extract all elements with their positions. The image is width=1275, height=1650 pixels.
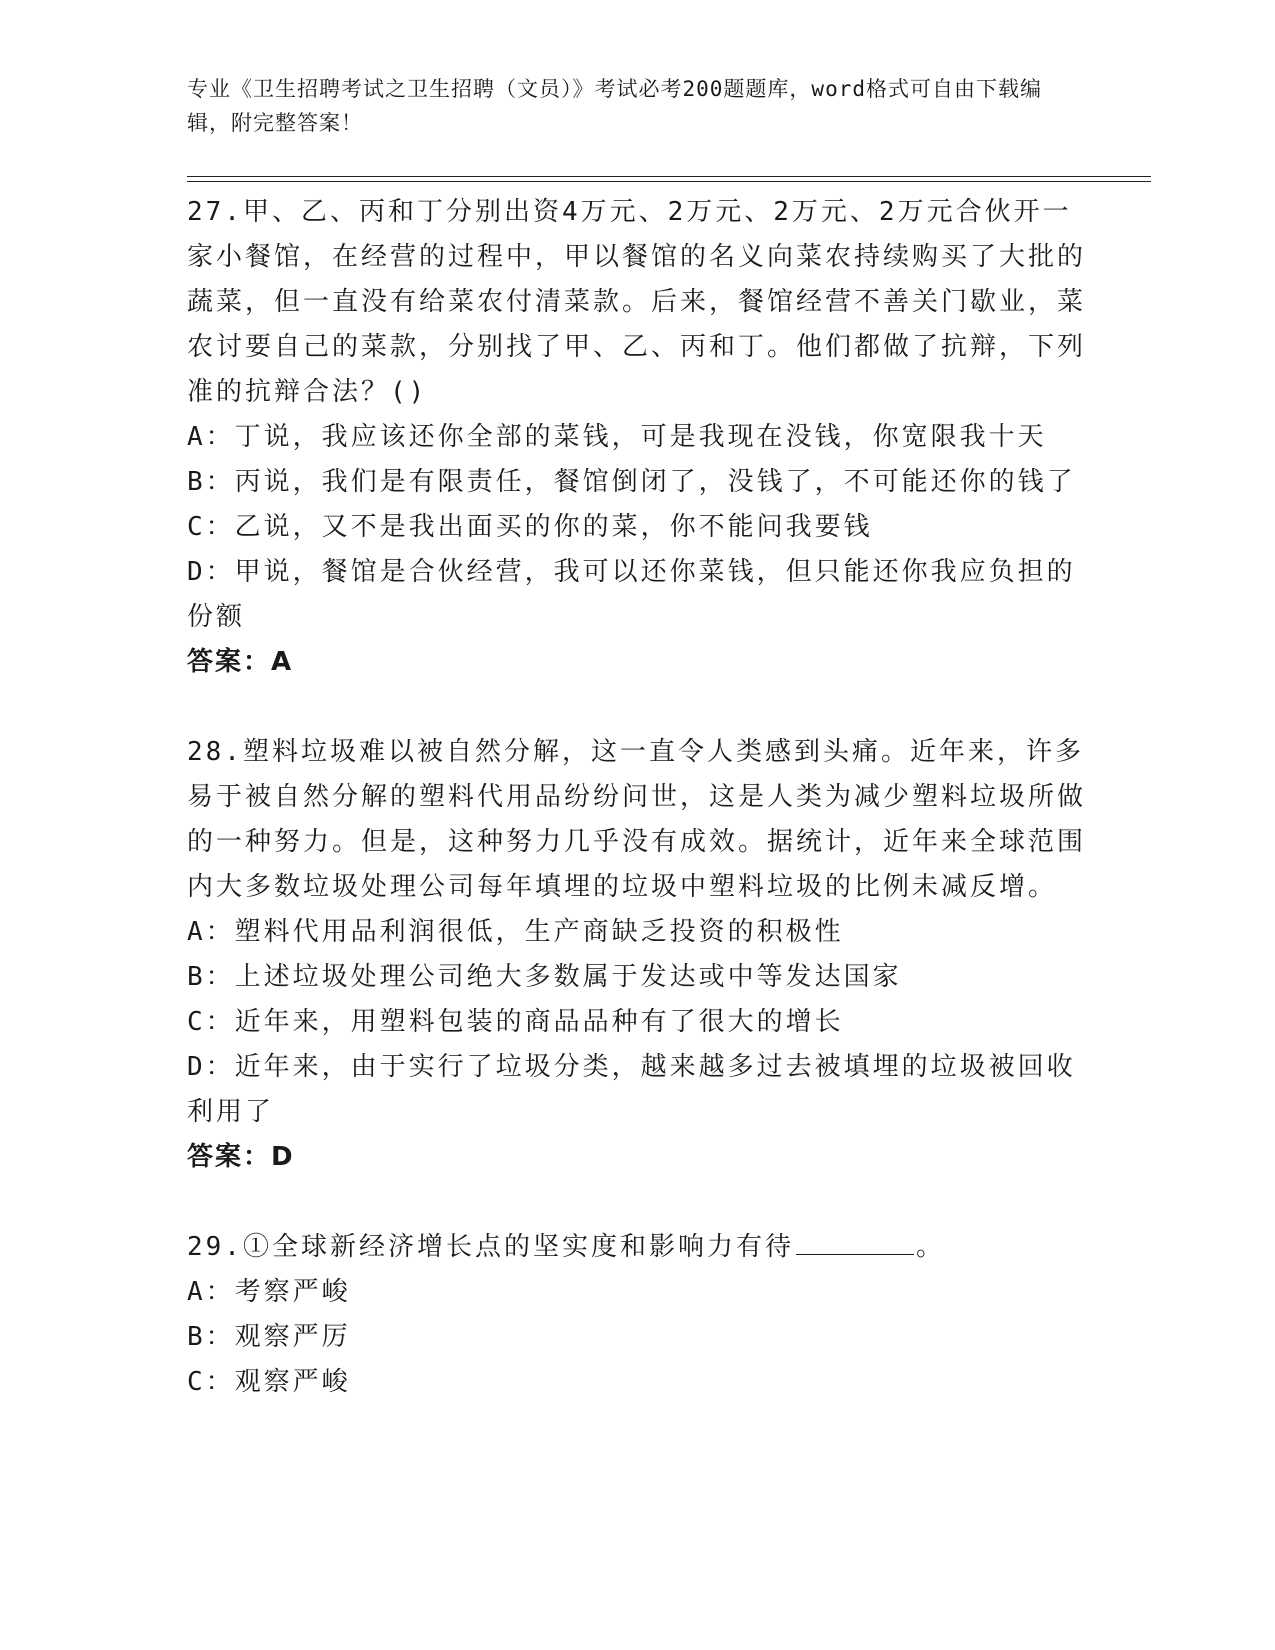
option-d: D：近年来，由于实行了垃圾分类，越来越多过去被填埋的垃圾被回收利用了	[187, 1052, 1076, 1127]
fill-in-blank	[796, 1230, 914, 1255]
option-d: D：甲说，餐馆是合伙经营，我可以还你菜钱，但只能还你我应负担的份额	[187, 557, 1076, 632]
option-c: C：近年来，用塑料包装的商品品种有了很大的增长	[187, 1007, 844, 1037]
option-b: B：观察严厉	[187, 1322, 351, 1352]
answer: 答案：D	[187, 1142, 295, 1172]
option-a: A：丁说，我应该还你全部的菜钱，可是我现在没钱，你宽限我十天	[187, 422, 1047, 452]
option-a: A：塑料代用品利润很低，生产商缺乏投资的积极性	[187, 917, 844, 947]
question-stem-end: 。	[915, 1232, 945, 1262]
question-stem-text: 29.①全球新经济增长点的坚实度和影响力有待	[187, 1232, 794, 1262]
question-stem	[187, 1225, 1087, 1270]
answer: 答案：A	[187, 647, 294, 677]
option-b: B：上述垃圾处理公司绝大多数属于发达或中等发达国家	[187, 962, 902, 992]
question-spacer	[187, 1180, 1087, 1225]
question-29	[187, 1225, 1087, 1405]
document-header: 专业《卫生招聘考试之卫生招聘（文员）》考试必考200题题库，word格式可自由下载编辑，附完整答案！	[187, 77, 1042, 135]
question-27	[187, 190, 1087, 685]
header-rule-bottom	[187, 181, 1151, 182]
header-rule-top	[187, 176, 1151, 177]
question-stem: 27.甲、乙、丙和丁分别出资4万元、2万元、2万元、2万元合伙开一家小餐馆，在经营的过程中，甲以餐馆的名义向菜农持续购买了大批的蔬菜，但一直没有给菜农付清菜款。后来，餐馆经营不善关门歇业，菜农讨要自己的菜款，分别找了甲、乙、丙和丁。他们都做了抗辩，下列准的抗辩合法？()	[187, 197, 1087, 407]
question-spacer	[187, 685, 1087, 730]
option-b: B：丙说，我们是有限责任，餐馆倒闭了，没钱了，不可能还你的钱了	[187, 467, 1076, 497]
question-28	[187, 730, 1087, 1180]
question-stem: 28.塑料垃圾难以被自然分解，这一直令人类感到头痛。近年来，许多易于被自然分解的塑料代用品纷纷问世，这是人类为减少塑料垃圾所做的一种努力。但是，这种努力几乎没有成效。据统计，近年来全球范围内大多数垃圾处理公司每年填埋的垃圾中塑料垃圾的比例未减反增。	[187, 737, 1087, 902]
question-list	[187, 190, 1087, 1405]
option-c: C：观察严峻	[187, 1367, 351, 1397]
option-a: A：考察严峻	[187, 1277, 351, 1307]
option-c: C：乙说，又不是我出面买的你的菜，你不能问我要钱	[187, 512, 873, 542]
